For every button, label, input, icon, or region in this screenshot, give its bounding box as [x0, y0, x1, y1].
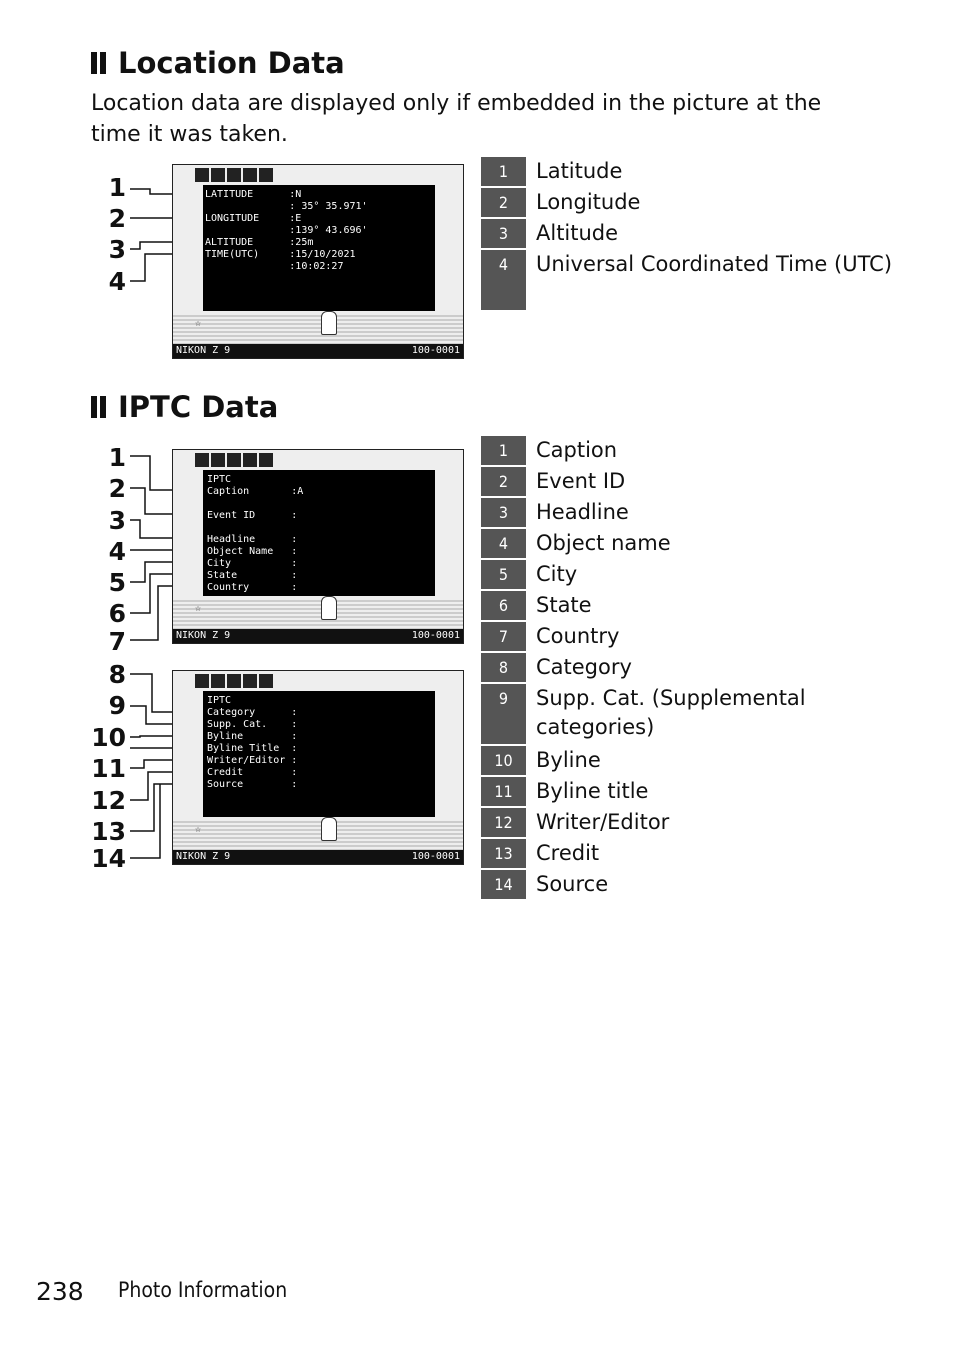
- callout-number: 2: [108, 474, 126, 503]
- callout-number: 8: [108, 660, 126, 689]
- legend-row: [481, 746, 901, 775]
- legend-number: 4: [481, 250, 526, 310]
- legend-row: [481, 529, 901, 558]
- legend-number: 2: [481, 188, 526, 217]
- rating-star-icon: ☆: [195, 824, 202, 835]
- legend-row: [481, 467, 901, 496]
- legend-number: 8: [481, 653, 526, 682]
- legend-row: [481, 808, 901, 837]
- legend-number: 6: [481, 591, 526, 620]
- legend-number: 1: [481, 157, 526, 186]
- legend-label: Event ID: [536, 469, 626, 493]
- callout-number: 2: [108, 204, 126, 233]
- legend-number: 7: [481, 622, 526, 651]
- legend-number: 4: [481, 529, 526, 558]
- legend-label: Longitude: [536, 190, 641, 214]
- rating-star-icon: ☆: [195, 603, 202, 614]
- legend-number: 5: [481, 560, 526, 589]
- legend-number: 12: [481, 808, 526, 837]
- legend-label: Byline title: [536, 779, 649, 803]
- callout-number: 1: [108, 443, 126, 472]
- callout-number: 4: [108, 267, 126, 296]
- legend-label: Caption: [536, 438, 618, 462]
- camera-model: NIKON Z 9: [176, 851, 231, 862]
- legend-number: 1: [481, 436, 526, 465]
- playback-icons: [195, 674, 273, 688]
- legend-number: 2: [481, 467, 526, 496]
- callout-number: 6: [108, 599, 126, 628]
- histogram-stripes: [173, 600, 463, 630]
- playback-icons: [195, 453, 273, 467]
- iptc-camera-screen-1: [172, 449, 464, 644]
- legend-label: City: [536, 562, 578, 586]
- legend-label: Country: [536, 624, 620, 648]
- section-name: Photo Information: [118, 1278, 288, 1302]
- callout-number: 11: [91, 754, 126, 783]
- legend-label: Latitude: [536, 159, 623, 183]
- callout-number: 7: [108, 627, 126, 656]
- iptc-screen1-text: IPTC Caption :A Event ID : Headline : Object Name : City : State : Country :: [207, 474, 304, 593]
- file-number: 100-0001: [411, 345, 460, 356]
- legend-label: Writer/Editor: [536, 810, 670, 834]
- legend-row: [481, 591, 901, 620]
- legend-label: Category: [536, 655, 632, 679]
- legend-row: [481, 870, 901, 899]
- legend-row: [481, 498, 901, 527]
- histogram-stripes: [173, 821, 463, 851]
- camera-model: NIKON Z 9: [176, 345, 231, 356]
- callout-number: 14: [91, 844, 126, 873]
- screen-footer: [173, 629, 463, 643]
- legend-row: [481, 622, 901, 651]
- callout-number: 5: [108, 568, 126, 597]
- callout-number: 1: [108, 173, 126, 202]
- camera-model: NIKON Z 9: [176, 630, 231, 641]
- screen-footer: [173, 850, 463, 864]
- location-screen-text: LATITUDE :N : 35° 35.971' LONGITUDE :E :139° 43.696' ALTITUDE :25m TIME(UTC) :15/10/2021 :10:02:27: [205, 189, 368, 272]
- legend-number: 10: [481, 746, 526, 775]
- legend-row: [481, 653, 901, 682]
- legend-row: [481, 560, 901, 589]
- legend-label: Object name: [536, 531, 671, 555]
- callout-number: 12: [91, 786, 126, 815]
- location-intro: Location data are displayed only if embedded in the picture at the time it was taken.: [91, 91, 822, 147]
- callout-number: 3: [108, 235, 126, 264]
- location-title-text: Location Data: [118, 46, 345, 80]
- legend-label: Credit: [536, 841, 600, 865]
- legend-label: Source: [536, 872, 609, 896]
- callout-number: 4: [108, 537, 126, 566]
- iptc-legend: [481, 436, 901, 901]
- legend-row: [481, 436, 901, 465]
- legend-number: 9: [481, 684, 526, 744]
- info-panel: [203, 691, 435, 817]
- legend-number: 13: [481, 839, 526, 868]
- legend-row: [481, 777, 901, 806]
- legend-number: 11: [481, 777, 526, 806]
- legend-number: 3: [481, 498, 526, 527]
- legend-number: 14: [481, 870, 526, 899]
- thumbnail-stand: [321, 817, 337, 841]
- page-number: 238: [36, 1277, 84, 1306]
- legend-label: Headline: [536, 500, 629, 524]
- legend-number: 3: [481, 219, 526, 248]
- legend-row: [481, 839, 901, 868]
- legend-label: Supp. Cat. (Supplemental categories): [536, 686, 806, 739]
- callout-number: 13: [91, 817, 126, 846]
- file-number: 100-0001: [411, 630, 460, 641]
- file-number: 100-0001: [411, 851, 460, 862]
- callout-number: 9: [108, 691, 126, 720]
- rating-star-icon: ☆: [195, 318, 202, 329]
- iptc-camera-screen-2: [172, 670, 464, 865]
- legend-label: Byline: [536, 748, 601, 772]
- legend-label: Universal Coordinated Time (UTC): [536, 252, 893, 276]
- legend-label: State: [536, 593, 592, 617]
- callout-number: 3: [108, 506, 126, 535]
- iptc-screen2-text: IPTC Category : Supp. Cat. : Byline : Byline Title : Writer/Editor : Credit : Source :: [207, 695, 298, 790]
- iptc-title-text: IPTC Data: [118, 390, 279, 424]
- legend-label: Altitude: [536, 221, 619, 245]
- callout-number: 10: [91, 723, 126, 752]
- info-panel: [203, 470, 435, 596]
- thumbnail-stand: [321, 596, 337, 620]
- legend-row: [481, 684, 901, 744]
